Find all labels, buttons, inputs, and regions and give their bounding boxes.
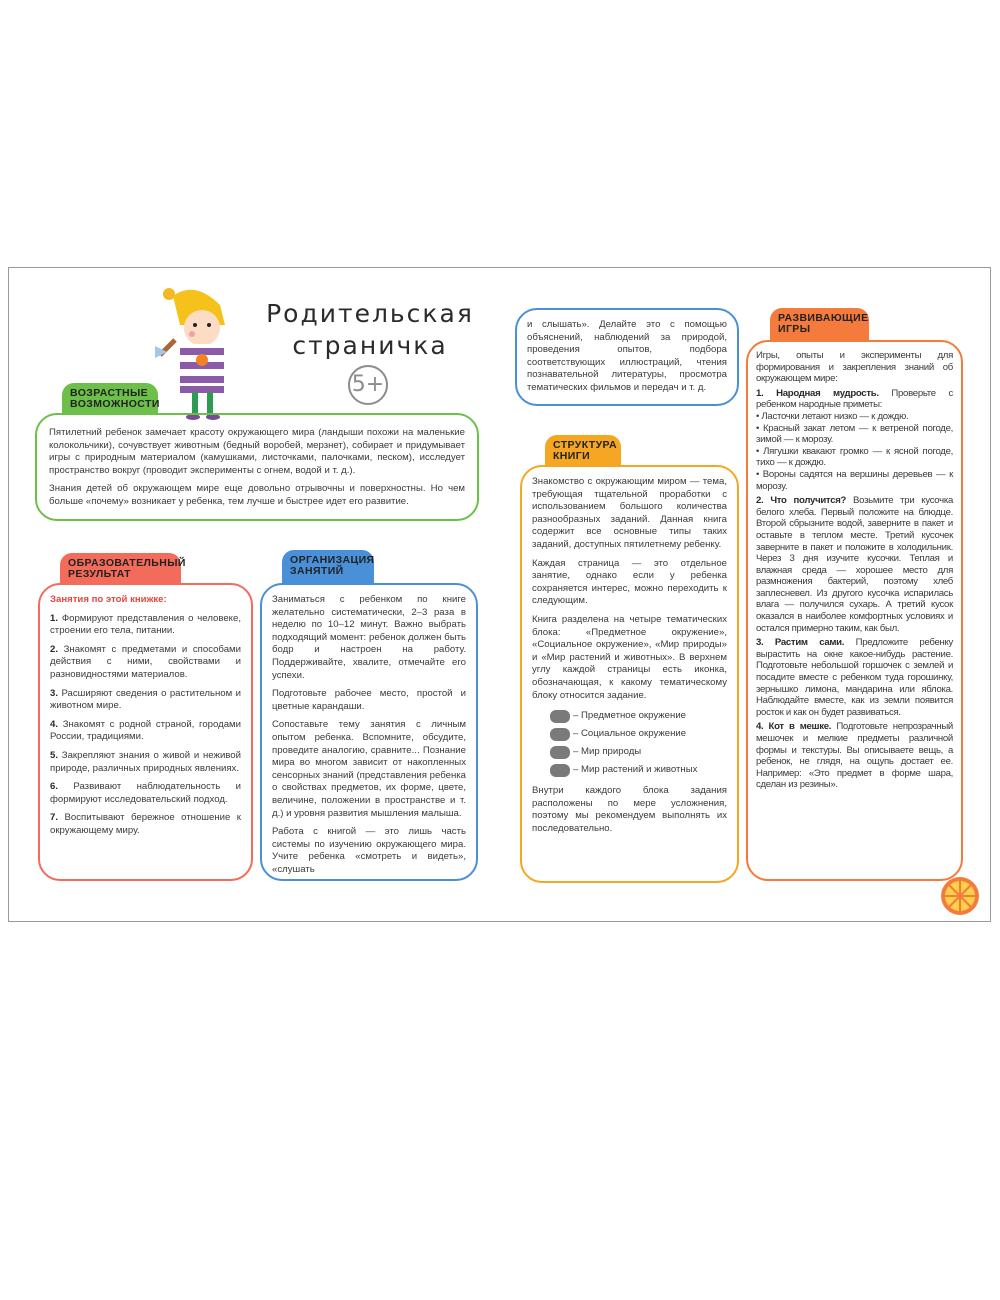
item-number: 3. <box>50 687 59 699</box>
game-title: 2. Что получится? <box>756 495 847 507</box>
result-item <box>50 688 241 713</box>
age-badge: 5+ <box>348 365 388 405</box>
item-text: Воспитывают бережное отношение к окружающему миру. <box>50 812 241 836</box>
result-list <box>50 613 241 838</box>
legend-label: – Социальное окружение <box>573 728 687 740</box>
org-continued-box <box>515 308 739 406</box>
item-number: 4. <box>50 718 59 730</box>
title-line-2: страничка <box>292 331 448 360</box>
result-item <box>50 781 241 806</box>
omen-item: • Лягушки квакают громко — к ясной погоде, тихо — к дождю. <box>756 445 953 469</box>
house-icon <box>550 728 570 741</box>
legend-label: – Предметное окружение <box>573 710 687 722</box>
tab-line: РЕЗУЛЬТАТ <box>68 568 131 580</box>
paragraph: Игры, опыты и эксперименты для формирования и закрепления знаний об окружающем мире: <box>756 350 953 385</box>
block-legend <box>550 710 727 777</box>
teapot-icon <box>550 710 570 723</box>
game-title: 4. Кот в мешке. <box>756 721 832 733</box>
title-line-1: Родительская <box>266 299 474 328</box>
omen-item: • Ласточки летают низко — к дождю. <box>756 410 909 422</box>
item-number: 7. <box>50 812 59 824</box>
result-item <box>50 719 241 744</box>
butterfly-icon <box>550 764 570 777</box>
age-section-box <box>35 413 479 521</box>
item-text: Знакомят с предметами и способами действия с ними, свойствами и разновидностями материалов. <box>50 643 241 680</box>
paragraph: Каждая страница — это отдельное занятие, однако если у ребенка сохраняется интерес, можно переходить к следующим. <box>532 557 727 607</box>
age-section-tab <box>62 383 158 415</box>
result-item <box>50 750 241 775</box>
paragraph: Заниматься с ребенком по книге желательно систематически, 2–3 раза в неделю по 10–12 минут. Важно выбрать подходящий момент: ребенок должен быть бодр и настроен на работу. Поддерживайте, хвалите, отмечайте его успехи. <box>272 594 466 681</box>
tab-line: ВОЗРАСТНЫЕ <box>70 387 149 399</box>
omen-item: • Красный закат летом — к ветреной погоде, зимой — к морозу. <box>756 422 953 446</box>
result-item <box>50 644 241 682</box>
item-text: Формируют представления о человеке, строении его тела, питании. <box>50 612 241 637</box>
games-section-tab <box>770 308 869 342</box>
tab-line: ИГРЫ <box>778 323 811 335</box>
org-section-box <box>260 583 478 881</box>
game-3 <box>756 637 953 718</box>
tab-line: ОБРАЗОВАТЕЛЬНЫЙ <box>68 557 186 569</box>
tab-line: ЗАНЯТИЙ <box>290 565 344 577</box>
game-4 <box>756 721 953 791</box>
leaf-icon <box>550 746 570 759</box>
page-title <box>260 298 480 362</box>
org-section-tab <box>282 550 374 585</box>
games-section-box <box>746 340 963 881</box>
legend-item <box>550 728 727 741</box>
result-item <box>50 613 241 638</box>
item-number: 2. <box>50 643 59 655</box>
girl-illustration <box>145 280 245 420</box>
game-title: 1. Народная мудрость. <box>756 387 879 399</box>
legend-item <box>550 746 727 759</box>
game-title: 3. Растим сами. <box>756 637 845 649</box>
game-text: Возьмите три кусочка белого хлеба. Первый положите на блюдце. Второй сбрызните водой, заверните в пакет и оставьте в теплом месте. Третий кусочек заверните в пакет и положите в холодильник. Через 3 дня изучите кусочки. Теплая и влажная среда — хорошее место для размножения бактерий, поэтому хлеб заплесневел. Из другого кусочка испарилась влага — получился сухарь. А третий кусок оказался в наиболее комфортных условиях и остался примерно таким, как был. <box>756 495 953 634</box>
tab-line: СТРУКТУРА <box>553 439 618 451</box>
paragraph: и слышать». Делайте это с помощью объяснений, наблюдений за природой, проведения опытов, подбора соответствующих иллюстраций, чтения познавательной литературы, просмотра тематических фильмов и передач и т. д. <box>527 319 727 393</box>
structure-section-box <box>520 465 739 883</box>
game-text: Проверьте с ребенком народные приметы: <box>756 387 954 411</box>
item-text: Расширяют сведения о растительном и животном мире. <box>50 687 241 712</box>
tab-line: РАЗВИВАЮЩИЕ <box>778 312 869 324</box>
paragraph: Подготовьте рабочее место, простой и цветные карандаши. <box>272 688 466 712</box>
game-text: Предложите ребенку вырастить на окне какое-нибудь растение. Подготовьте небольшой горшочек с землей и посадите вместе с ребенком туда горошинку, зернышко лимона, мандарина или яблока. Наблюдайте вместе, как из земли появится росток и как он будет развиваться. <box>756 637 953 718</box>
paragraph: Внутри каждого блока задания расположены по мере усложнения, поэтому мы рекомендуем выполнять их последовательно. <box>532 785 727 834</box>
game-text: Подготовьте непрозрачный мешочек и мелкие предметы различной формы и текстуры. Вы описываете вещь, а ребенок, не глядя, на ощупь достает ее. Например: «Это предмет в форме шара, сделан из резины». <box>756 721 953 791</box>
paragraph: Пятилетний ребенок замечает красоту окружающего мира (ландыши похожи на маленькие колокольчики), сочувствует животным (бедный воробей, мерзнет), собирает и придумывает игры с природным материалом (камушками, листочками, палочками, песком), исследует пространство вокруг (проводит эксперименты с огнем, водой и т. д.). <box>49 427 465 476</box>
item-number: 5. <box>50 749 59 761</box>
game-1 <box>756 388 953 411</box>
legend-label: – Мир растений и животных <box>573 764 698 776</box>
item-text: Закрепляют знания о живой и неживой природе, различных природных явлениях. <box>50 749 241 774</box>
omen-item: • Вороны садятся на вершины деревьев — к морозу. <box>756 468 953 492</box>
result-lead: Занятия по этой книжке: <box>50 594 167 605</box>
paragraph: Знания детей об окружающем мире еще довольно отрывочны и поверхностны. Но чем больше «почему» возникает у ребенка, тем лучше и быстрее идет его развитие. <box>49 483 465 507</box>
item-text: Знакомят с родной страной, городами России, традициями. <box>50 718 241 743</box>
orange-slice-icon <box>940 876 980 916</box>
item-number: 1. <box>50 612 59 624</box>
tab-line: ОРГАНИЗАЦИЯ <box>290 554 375 566</box>
paragraph: Знакомство с окружающим миром — тема, требующая тщательной проработки с использованием большого количества разнообразных заданий. Данная книга содержит все основные типы таких заданий, доступных пятилетнему ребенку. <box>532 476 727 550</box>
item-text: Развивают наблюдательность и формируют исследовательский подход. <box>50 781 241 805</box>
legend-item <box>550 764 727 777</box>
result-section-tab <box>60 553 186 585</box>
legend-item <box>550 710 727 723</box>
result-item <box>50 812 241 837</box>
tab-line: ВОЗМОЖНОСТИ <box>70 398 160 410</box>
paragraph: Работа с книгой — это лишь часть системы по изучению окружающего мира. Учите ребенка «смотреть и видеть», «слушать <box>272 826 466 875</box>
structure-section-tab <box>545 435 621 467</box>
game-2 <box>756 495 953 634</box>
tab-line: КНИГИ <box>553 450 591 462</box>
item-number: 6. <box>50 781 59 793</box>
paragraph: Сопоставьте тему занятия с личным опытом ребенка. Вспомните, обсудите, проведите аналогию, сравните... Познание мира во многом зависит от накопленных сенсорных знаний (представления ребенка о свойствах предметов, их форме, цвете, величине, положении в пространстве и т. д.) и уровня развития мышления малыша. <box>272 719 466 819</box>
legend-label: – Мир природы <box>573 746 642 758</box>
paragraph: Книга разделена на четыре тематических блока: «Предметное окружение», «Социальное окружение», «Мир природы» и «Мир растений и животных». В верхнем углу каждой страницы есть иконка, обозначающая, к какому тематическому блоку относится задание. <box>532 613 727 701</box>
result-section-box <box>38 583 253 881</box>
